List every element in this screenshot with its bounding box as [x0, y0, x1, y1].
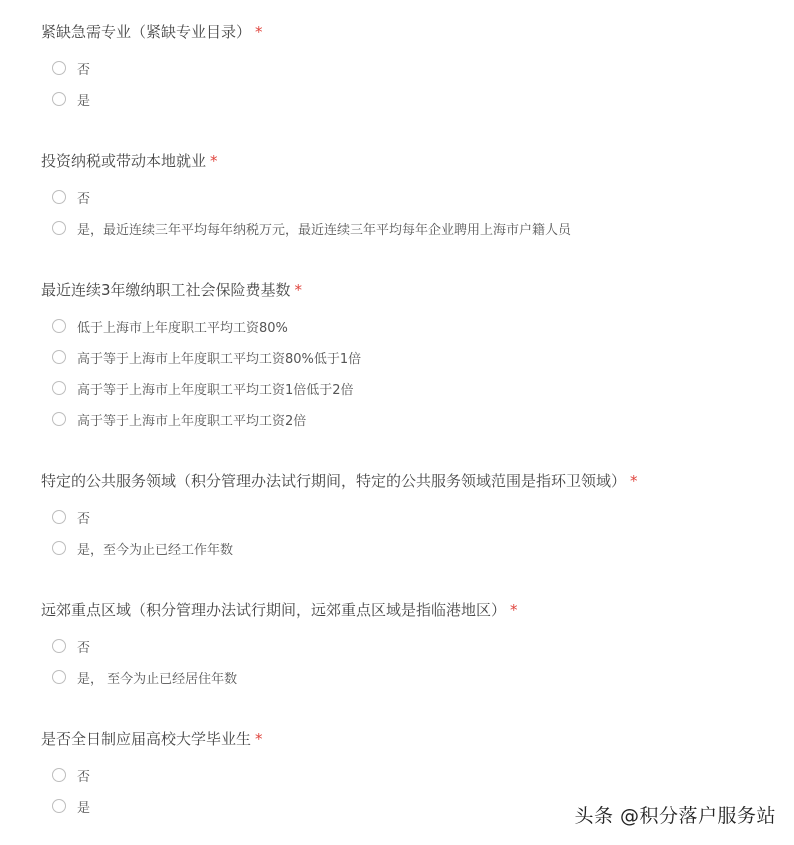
question-3-option-3[interactable]	[52, 378, 354, 398]
question-1-option-no[interactable]	[52, 58, 90, 78]
question-3-option-2[interactable]	[52, 347, 361, 367]
radio-button[interactable]	[52, 61, 66, 75]
question-6-label: 是否全日制应届高校大学毕业生	[41, 730, 252, 748]
question-4-label: 特定的公共服务领域（积分管理办法试行期间，特定的公共服务领域范围是指环卫领域）	[41, 472, 627, 490]
required-asterisk: *	[510, 601, 518, 619]
option-label: 否	[77, 191, 91, 207]
option-label: 否	[77, 62, 91, 78]
option-label: 否	[77, 769, 91, 785]
question-4-option-no[interactable]	[52, 507, 90, 527]
question-1-label: 紧缺急需专业（紧缺专业目录）	[41, 23, 252, 41]
question-6-option-yes[interactable]	[52, 796, 90, 816]
radio-button[interactable]	[52, 799, 66, 813]
radio-button[interactable]	[52, 510, 66, 524]
radio-button[interactable]	[52, 92, 66, 106]
required-asterisk: *	[630, 472, 638, 490]
radio-button[interactable]	[52, 221, 66, 235]
option-label: 高于等于上海市上年度职工平均工资1倍低于2倍	[77, 382, 354, 398]
question-5-title	[41, 600, 518, 620]
option-label: 是	[77, 800, 91, 816]
option-label: 否	[77, 511, 91, 527]
required-asterisk: *	[255, 730, 263, 748]
question-6-option-no[interactable]	[52, 765, 90, 785]
question-3-label: 最近连续3年缴纳职工社会保险费基数	[41, 281, 291, 299]
option-label: 是，至今为止已经工作年数	[77, 542, 234, 558]
question-6-title	[41, 729, 263, 749]
question-2-title	[41, 151, 218, 171]
radio-button[interactable]	[52, 639, 66, 653]
option-label: 低于上海市上年度职工平均工资80%	[77, 320, 288, 336]
question-4-option-yes[interactable]	[52, 538, 233, 558]
question-1-title	[41, 22, 263, 42]
radio-button[interactable]	[52, 768, 66, 782]
option-label: 是， 至今为止已经居住年数	[77, 671, 238, 687]
radio-button[interactable]	[52, 670, 66, 684]
option-label: 是，最近连续三年平均每年纳税万元，最近连续三年平均每年企业聘用上海市户籍人员	[77, 222, 572, 238]
radio-button[interactable]	[52, 412, 66, 426]
question-2-option-yes[interactable]	[52, 218, 571, 238]
question-2-label: 投资纳税或带动本地就业	[41, 152, 207, 170]
question-4-title	[41, 471, 638, 491]
radio-button[interactable]	[52, 190, 66, 204]
question-2-option-no[interactable]	[52, 187, 90, 207]
question-1-option-yes[interactable]	[52, 89, 90, 109]
radio-button[interactable]	[52, 381, 66, 395]
question-5-option-yes[interactable]	[52, 667, 237, 687]
question-5-option-no[interactable]	[52, 636, 90, 656]
question-3-option-4[interactable]	[52, 409, 306, 429]
question-5-label: 远郊重点区域（积分管理办法试行期间，远郊重点区域是指临港地区）	[41, 601, 507, 619]
watermark: 头条 @积分落户服务站	[574, 805, 776, 827]
option-label: 是	[77, 93, 91, 109]
radio-button[interactable]	[52, 541, 66, 555]
question-3-title	[41, 280, 302, 300]
required-asterisk: *	[294, 281, 303, 299]
required-asterisk: *	[255, 23, 263, 41]
question-3-option-1[interactable]	[52, 316, 288, 336]
radio-button[interactable]	[52, 319, 66, 333]
option-label: 否	[77, 640, 91, 656]
option-label: 高于等于上海市上年度职工平均工资80%低于1倍	[77, 351, 362, 367]
required-asterisk: *	[210, 152, 218, 170]
radio-button[interactable]	[52, 350, 66, 364]
option-label: 高于等于上海市上年度职工平均工资2倍	[77, 413, 307, 429]
